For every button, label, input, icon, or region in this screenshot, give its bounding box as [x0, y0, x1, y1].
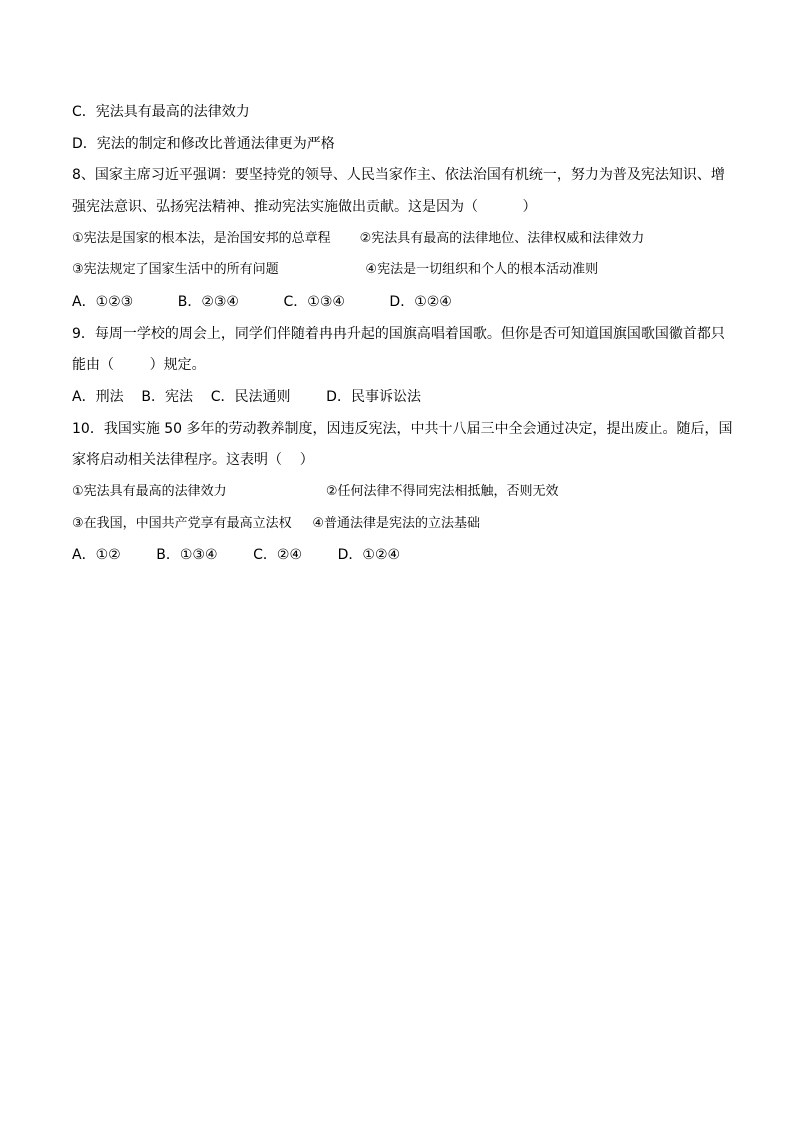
q9-stem-line-1: 9．每周一学校的周会上，同学们伴随着冉冉升起的国旗高唱着国歌。但你是否可知道国旗国歌国徽首都只 [72, 326, 725, 342]
q10-stem-line-1: 10．我国实施 50 多年的劳动教养制度，因违反宪法，中共十八届三中全会通过决定，提出废止。随后，国 [72, 421, 733, 437]
q10-options: A．①② B．①③④ C．②④ D．①②④ [72, 547, 401, 563]
q9-options: A．刑法 B．宪法 C．民法通则 D．民事诉讼法 [72, 389, 421, 405]
q7-option-d: D．宪法的制定和修改比普通法律更为严格 [72, 136, 335, 152]
q10-stem-line-2: 家将启动相关法律程序。这表明（ ） [72, 452, 314, 468]
q8-options: A．①②③ B．②③④ C．①③④ D．①②④ [72, 294, 452, 310]
q10-statements-3-4: ③在我国，中国共产党享有最高立法权 ④普通法律是宪法的立法基础 [72, 516, 480, 531]
q8-statements-1-2: ①宪法是国家的根本法，是治国安邦的总章程 ②宪法具有最高的法律地位、法律权威和法律效力 [72, 231, 645, 246]
q8-stem-line-2: 强宪法意识、弘扬宪法精神、推动宪法实施做出贡献。这是因为（ ） [72, 199, 537, 215]
q8-stem-line-1: 8、国家主席习近平强调：要坚持党的领导、人民当家作主、依法治国有机统一，努力为普及宪法知识、增 [72, 167, 725, 183]
q7-option-c: C．宪法具有最高的法律效力 [72, 104, 250, 120]
q9-stem-line-2: 能由（ ）规定。 [72, 357, 206, 373]
q10-statements-1-2: ①宪法具有最高的法律效力 ②任何法律不得同宪法相抵触，否则无效 [72, 484, 559, 499]
q8-statements-3-4: ③宪法规定了国家生活中的所有问题 ④宪法是一切组织和个人的根本活动准则 [72, 262, 599, 277]
